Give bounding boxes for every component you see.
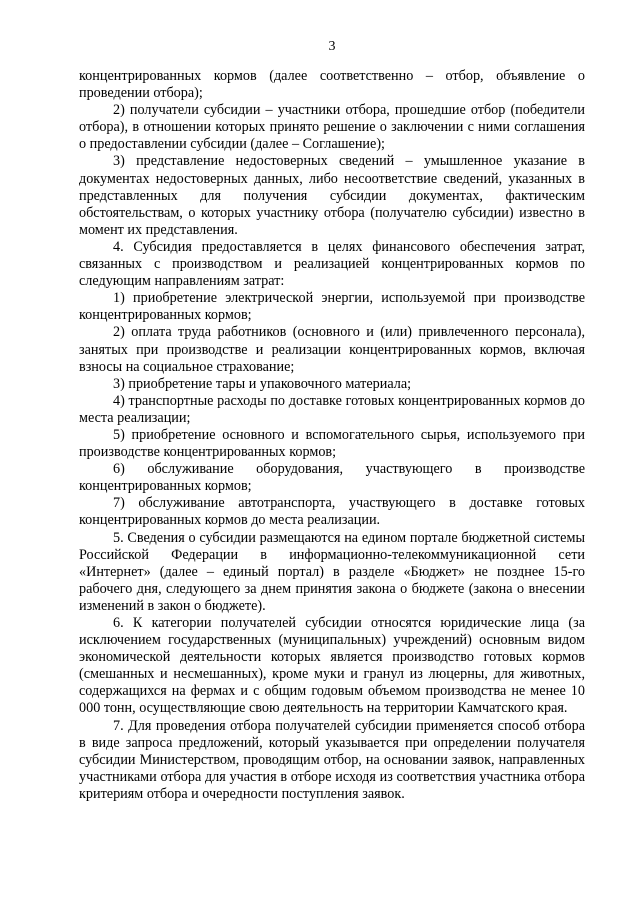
paragraph: 3) представление недостоверных сведений – умышленное указание в документах недостоверных данных, либо несоответствие сведений, указанных в представленных для получения субсидии документах, фактическим обстоятельствам, о которых участнику отбора (получателю субсидии) известно в момент их представления. [79,153,585,238]
paragraph: 1) приобретение электрической энергии, используемой при производстве концентрированных кормов; [79,290,585,324]
paragraph: 5) приобретение основного и вспомогательного сырья, используемого при производстве концентрированных кормов; [79,426,585,461]
paragraph: 7. Для проведения отбора получателей субсидии применяется способ отбора в виде запроса предложений, который указывается при определении получателя субсидии Министерством, проводящим отбор, на основании заявок, направленных участниками отбора для участия в отборе исходя из соответствия участника отбора критериям отбора и очередности поступления заявок. [79,717,585,802]
document-body [79,68,585,803]
paragraph: 6) обслуживание оборудования, участвующего в производстве концентрированных кормов; [79,461,585,495]
paragraph: 5. Сведения о субсидии размещаются на едином портале бюджетной системы Российской Федерации в информационно-телекоммуникационной сети «Интернет» (далее – единый портал) в разделе «Бюджет» не позднее 15-го рабочего дня, следующего за днем принятия закона о бюджете (закона о внесении изменений в закон о бюджете). [79,529,585,614]
paragraph: 7) обслуживание автотранспорта, участвующего в доставке готовых концентрированных кормов до места реализации. [79,495,585,529]
paragraph: 4) транспортные расходы по доставке готовых концентрированных кормов до места реализации; [79,392,585,426]
paragraph: 6. К категории получателей субсидии относятся юридические лица (за исключением государственных (муниципальных) учреждений) основным видом экономической деятельности которых является производство готовых кормов (смешанных и несмешанных), кроме муки и гранул из люцерны, для животных, содержащихся на фермах и с общим годовым объемом производства не менее 10 000 тонн, осуществляющие свою деятельность на территории Камчатского края. [79,615,585,717]
paragraph: 4. Субсидия предоставляется в целях финансового обеспечения затрат, связанных с производством и реализацией концентрированных кормов по следующим направлениям затрат: [79,238,585,290]
paragraph: 3) приобретение тары и упаковочного материала; [113,375,412,392]
paragraph: 2) получатели субсидии – участники отбора, прошедшие отбор (победители отбора), в отношении которых принято решение о заключении с ними соглашения о предоставлении субсидии (далее – Соглашение); [79,102,585,153]
paragraph: концентрированных кормов (далее соответственно – отбор, объявление о проведении отбора); [79,68,585,102]
page-number: 3 [328,39,336,54]
paragraph: 2) оплата труда работников (основного и (или) привлеченного персонала), занятых при производстве и реализации концентрированных кормов, включая взносы на социальное страхование; [79,324,585,375]
